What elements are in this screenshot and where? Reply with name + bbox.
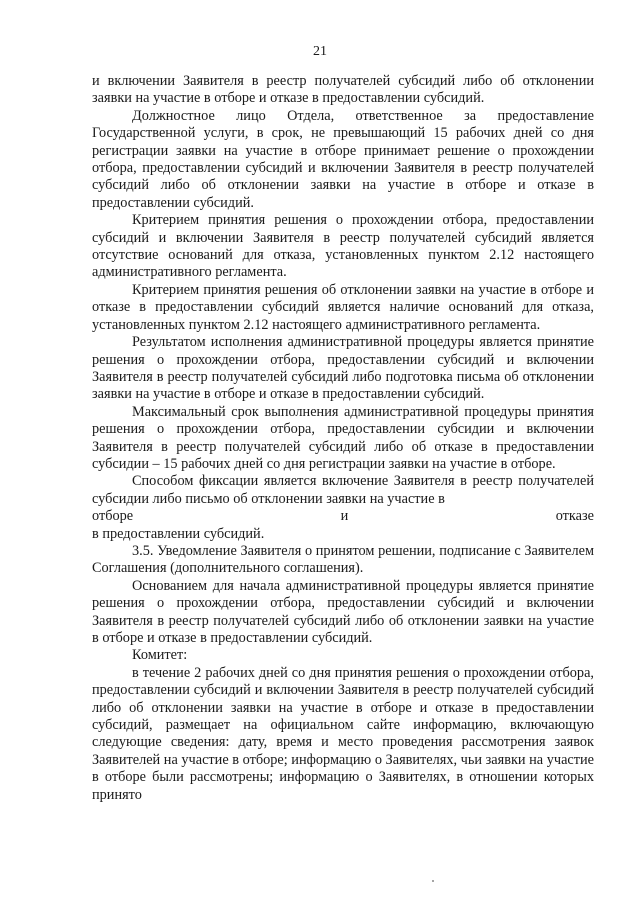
paragraph-rejection-criterion: Критерием принятия решения об отклонении заявки на участие в отборе и отказе в предоставлении субсидий является наличие оснований для отказа, установленных пунктом 2.12 настоящего административного регламента.: [92, 281, 594, 333]
paragraph-maximum-term: Максимальный срок выполнения административной процедуры принятия решения о прохождении отбора, предоставлении субсидии и включении Заявителя в реестр получателей субсидий либо об отказе в предоставлении субсидии – 15 рабочих дней со дня регистрации заявки на участие в отборе.: [92, 403, 594, 472]
paragraph-approval-criterion: Критерием принятия решения о прохождении отбора, предоставлении субсидий и включении Заявителя в реестр получателей субсидий является отсутствие оснований для отказа, установленных пунктом 2.12 настоящего административного регламента.: [92, 212, 594, 281]
page-number: 21: [313, 44, 327, 59]
paragraph-procedure-basis: Основанием для начала административной процедуры является принятие решения о прохождении отбора, предоставлении субсидий и включении Заявителя в реестр получателей субсидий либо об отклонении заявки на участие в отборе и отказе в предоставлении субсидий.: [92, 577, 594, 646]
section-heading-3-5: 3.5. Уведомление Заявителя о принятом решении, подписание с Заявителем Соглашения (дополнительного соглашения).: [92, 542, 594, 577]
scan-speck: [432, 880, 434, 882]
paragraph-recording-method-line: отборе и отказе: [92, 508, 594, 525]
paragraph-committee: Комитет:: [132, 647, 188, 664]
paragraph-committee-duties: в течение 2 рабочих дней со дня принятия решения о прохождении отбора, предоставлении субсидий и включении Заявителя в реестр получателей субсидий либо об отклонении заявки на участие в отборе и отказе в предоставлении субсидий, размещает на официальном сайте информацию, включающую следующие сведения: дату, время и место проведения рассмотрения заявок Заявителей на участие в отборе; информацию о Заявителях, чьи заявки на участие в отборе были рассмотрены; информацию о Заявителях, в отношении которых принято: [92, 664, 594, 803]
paragraph-procedure-result: Результатом исполнения административной процедуры является принятие решения о прохождении отбора, предоставлении субсидий и включении Заявителя в реестр получателей субсидий либо подготовка письма об отклонении заявки на участие в отборе и отказе в предоставлении субсидий.: [92, 334, 594, 403]
document-body: [92, 73, 594, 804]
paragraph-recording-method-end: в предоставлении субсидий.: [92, 525, 265, 542]
paragraph-continuation: и включении Заявителя в реестр получателей субсидий либо об отклонении заявки на участие в отборе и отказе в предоставлении субсидий.: [92, 73, 594, 107]
paragraph-responsible-official: Должностное лицо Отдела, ответственное за предоставление Государственной услуги, в срок, не превышающий 15 рабочих дней со дня регистрации заявки на участие в отборе принимает решение о прохождении отбора, предоставлении субсидий и включении Заявителя в реестр получателей субсидий либо об отклонении заявки на участие в отборе и отказе в предоставлении субсидий.: [92, 107, 594, 211]
paragraph-recording-method: Способом фиксации является включение Заявителя в реестр получателей субсидии либо письмо об отклонении заявки на участие в: [92, 473, 594, 507]
